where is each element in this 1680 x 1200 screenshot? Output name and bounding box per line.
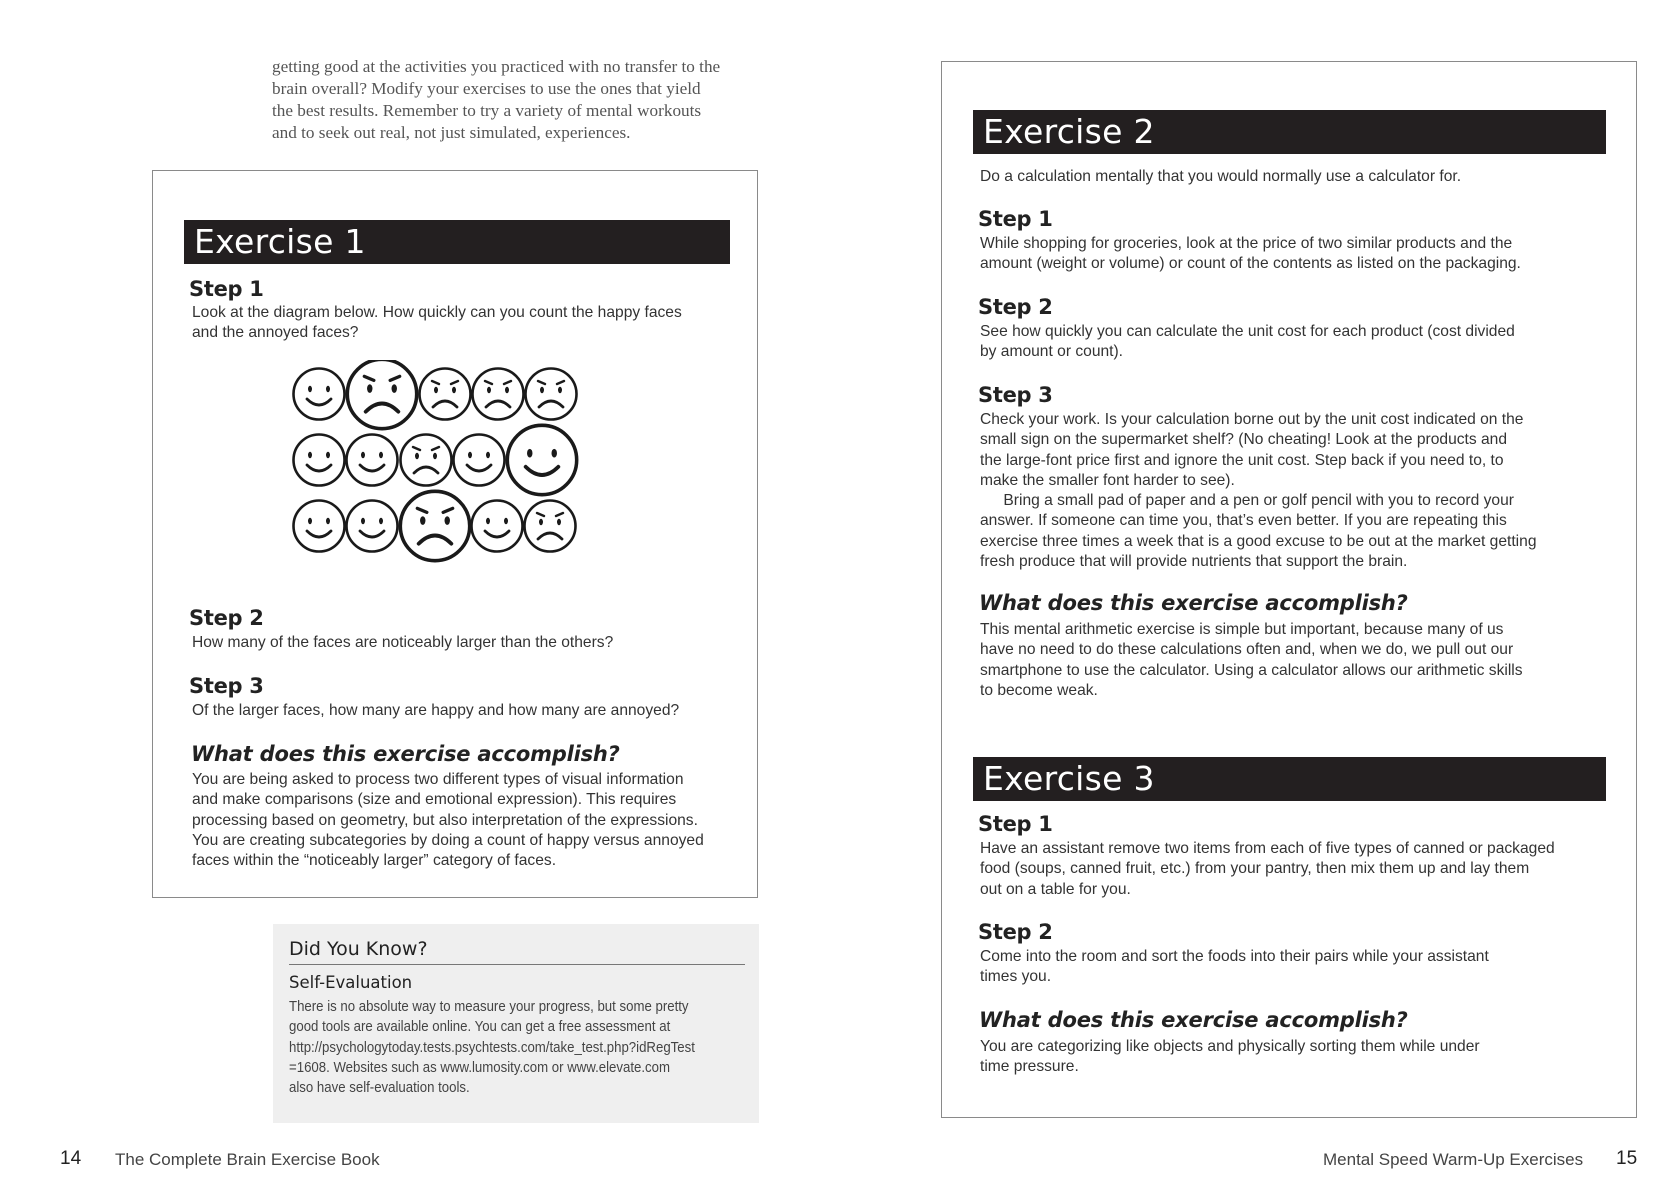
text-line: See how quickly you can calculate the unit cost for each product (cost divided (980, 323, 1515, 340)
did-you-know-sidebar (273, 924, 759, 1123)
exercise-1-accomplish-heading: What does this exercise accomplish? (191, 742, 620, 766)
exercise-1-step-3-heading: Step 3 (189, 674, 264, 698)
exercise-3-accomplish-heading: What does this exercise accomplish? (979, 1008, 1408, 1032)
text-line: Check your work. Is your calculation borne out by the unit cost indicated on the (980, 411, 1524, 428)
text-line: You are being asked to process two different types of visual information (192, 771, 684, 788)
exercise-2-accomplish-heading: What does this exercise accomplish? (979, 591, 1408, 615)
text-line: There is no absolute way to measure your progress, but some pretty (289, 998, 689, 1015)
happy-face-icon (294, 369, 345, 420)
exercise-3-title: Exercise 3 (973, 757, 1606, 801)
did-you-know-subtitle: Self-Evaluation (289, 973, 413, 992)
exercise-2-step-3-text (980, 410, 1630, 572)
text-line: You are categorizing like objects and physically sorting them while under (980, 1038, 1480, 1055)
annoyed-face-icon (526, 369, 577, 420)
text-line: have no need to do these calculations often and, when we do, we pull out our (980, 641, 1514, 659)
exercise-1-title: Exercise 1 (184, 220, 730, 264)
exercise-2-step-2-heading: Step 2 (978, 295, 1053, 319)
exercise-2-title: Exercise 2 (973, 110, 1606, 154)
happy-face-icon (472, 501, 523, 552)
intro-line: the best results. Remember to try a variety of mental workouts (272, 101, 702, 120)
annoyed-face-icon (420, 369, 471, 420)
did-you-know-text (289, 997, 698, 1098)
text-line: the large-font price first and ignore the unit cost. Step back if you need to, to (980, 451, 1504, 469)
annoyed-face-large-icon (400, 491, 469, 560)
text-line: to become weak. (980, 681, 1098, 699)
url-text: http://psychologytoday.tests.psychtests.com/take_test.php?idRegTest (289, 1038, 695, 1056)
exercise-3-step-2-heading: Step 2 (978, 920, 1053, 944)
text-line: make the smaller font harder to see). (980, 471, 1235, 489)
exercise-2-step-2-text (980, 322, 1620, 363)
happy-face-icon (347, 435, 398, 486)
text-line: faces within the “noticeably larger” category of faces. (192, 852, 557, 870)
text-line: amount (weight or volume) or count of the contents as listed on the packaging. (980, 255, 1521, 273)
exercise-2-step-1-heading: Step 1 (978, 207, 1053, 231)
exercise-1-step-3-text (192, 701, 732, 721)
exercise-1-step-2-text (192, 633, 732, 653)
text-line: You are creating subcategories by doing a count of happy versus annoyed (192, 831, 704, 849)
text-line: times you. (980, 968, 1052, 986)
exercise-3-step-1-text (980, 839, 1630, 900)
text-line: small sign on the supermarket shelf? (No cheating! Look at the products and (980, 431, 1508, 449)
happy-face-icon (454, 435, 505, 486)
left-running-title: The Complete Brain Exercise Book (115, 1150, 380, 1169)
faces-diagram (290, 360, 590, 570)
intro-paragraph (272, 56, 772, 144)
exercise-2-step-1-text (980, 234, 1620, 275)
intro-line: getting good at the activities you practiced with no transfer to the (272, 57, 721, 76)
text-line: by amount or count). (980, 343, 1124, 361)
intro-line: brain overall? Modify your exercises to use the ones that yield (272, 79, 701, 98)
exercise-3-step-1-heading: Step 1 (978, 812, 1053, 836)
intro-line: and to seek out real, not just simulated, experiences. (272, 123, 631, 142)
right-running-title: Mental Speed Warm-Up Exercises (1323, 1150, 1584, 1169)
left-page-number: 14 (60, 1148, 82, 1169)
exercise-3-step-2-text (980, 947, 1630, 988)
text-line: food (soups, canned fruit, etc.) from your pantry, then mix them up and lay them (980, 860, 1530, 878)
text-line: =1608. Websites such as www.lumosity.com or www.elevate.com (289, 1058, 671, 1076)
text-line: While shopping for groceries, look at the price of two similar products and the (980, 235, 1513, 252)
exercise-2-accomplish-text (980, 620, 1630, 701)
text-line: processing based on geometry, but also interpretation of the expressions. (192, 811, 698, 829)
text-line: How many of the faces are noticeably larger than the others? (192, 634, 614, 651)
exercise-3-accomplish-text (980, 1037, 1630, 1078)
exercise-2-step-3-heading: Step 3 (978, 383, 1053, 407)
text-line: also have self-evaluation tools. (289, 1079, 470, 1097)
text-line: good tools are available online. You can get a free assessment at (289, 1018, 671, 1036)
text-line: Look at the diagram below. How quickly can you count the happy faces (192, 304, 682, 321)
happy-face-icon (347, 501, 398, 552)
exercise-2-intro: Do a calculation mentally that you would normally use a calculator for. (980, 168, 1462, 185)
happy-face-icon (294, 435, 345, 486)
text-line: Have an assistant remove two items from each of five types of canned or packaged (980, 840, 1555, 857)
text-line: fresh produce that will provide nutrients that support the brain. (980, 553, 1408, 571)
text-line: out on a table for you. (980, 880, 1131, 898)
text-line: Come into the room and sort the foods into their pairs while your assistant (980, 948, 1489, 965)
text-line: This mental arithmetic exercise is simple but important, because many of us (980, 621, 1504, 638)
happy-face-large-icon (507, 425, 576, 494)
annoyed-face-icon (473, 369, 524, 420)
annoyed-face-icon (525, 501, 576, 552)
annoyed-face-icon (401, 435, 452, 486)
text-line: and make comparisons (size and emotional expression). This requires (192, 791, 677, 809)
did-you-know-title: Did You Know? (289, 938, 745, 965)
text-line: smartphone to use the calculator. Using a calculator allows our arithmetic skills (980, 661, 1523, 679)
exercise-1-step-1-heading: Step 1 (189, 277, 264, 301)
annoyed-face-large-icon (347, 360, 416, 429)
exercise-1-step-2-heading: Step 2 (189, 606, 264, 630)
text-line: answer. If someone can time you, that’s even better. If you are repeating this (980, 512, 1507, 530)
exercise-1-step-1-text (192, 303, 732, 344)
exercise-1-accomplish-text (192, 770, 752, 871)
text-line: Of the larger faces, how many are happy and how many are annoyed? (192, 702, 680, 719)
text-line: Bring a small pad of paper and a pen or golf pencil with you to record your (980, 492, 1514, 510)
text-line: exercise three times a week that is a good excuse to be out at the market getting (980, 532, 1537, 550)
right-page-number: 15 (1616, 1148, 1638, 1169)
happy-face-icon (294, 501, 345, 552)
text-line: and the annoyed faces? (192, 324, 359, 342)
text-line: time pressure. (980, 1058, 1079, 1076)
